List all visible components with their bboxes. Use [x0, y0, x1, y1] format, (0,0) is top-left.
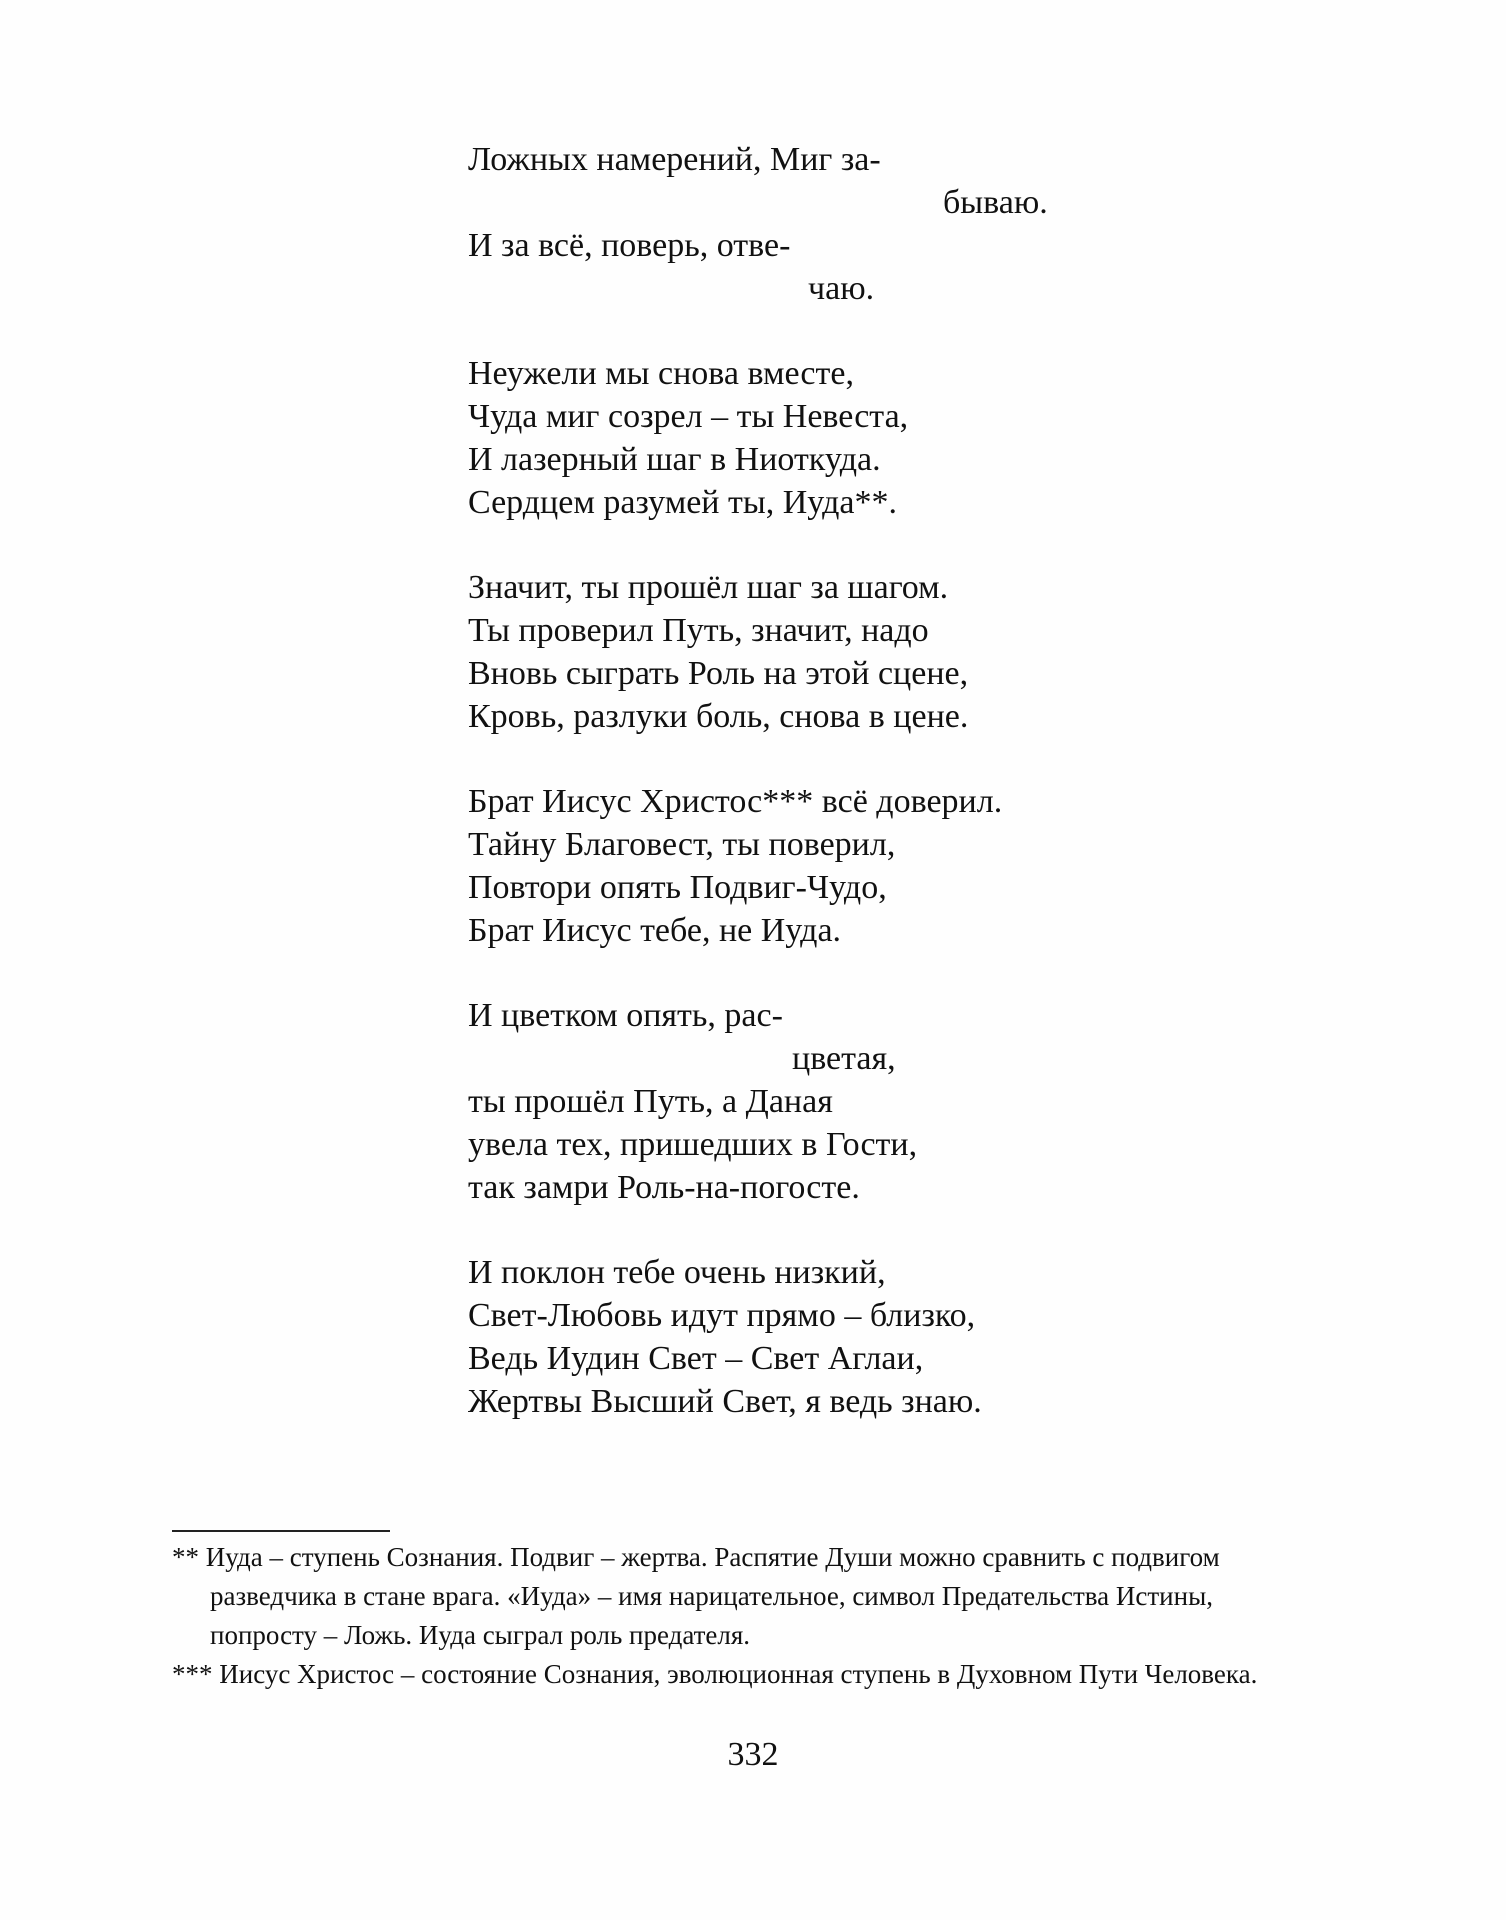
stanza-break: [468, 310, 1168, 352]
page-number: 332: [727, 1736, 779, 1773]
poem-line: Повтори опять Подвиг-Чудо,: [468, 869, 887, 906]
poem-line: Вновь сыграть Роль на этой сцене,: [468, 655, 969, 692]
footnote-line: попросту – Ложь. Иуда сыграл роль предателя.: [210, 1620, 751, 1650]
footnotes: [172, 1538, 1462, 1694]
poem-line: ты прошёл Путь, а Даная: [468, 1083, 833, 1120]
poem-line: Ведь Иудин Свет – Свет Аглаи,: [468, 1340, 924, 1377]
stanza-break: [468, 1209, 1168, 1251]
poem-line: Брат Иисус тебе, не Иуда.: [468, 912, 842, 949]
footnote-line: *** Иисус Христос – состояние Сознания, эволюционная ступень в Духовном Пути Человека.: [172, 1659, 1258, 1689]
poem-line: Брат Иисус Христос*** всё доверил.: [468, 783, 1003, 820]
poem-line: так замри Роль-на-погосте.: [468, 1169, 860, 1206]
poem: [468, 138, 1168, 1423]
poem-line: Свет-Любовь идут прямо – близко,: [468, 1297, 976, 1334]
poem-line: И цветком опять, рас-: [468, 997, 783, 1034]
stanza-break: [468, 524, 1168, 566]
poem-line: Жертвы Высший Свет, я ведь знаю.: [468, 1383, 982, 1420]
poem-line: цветая,: [792, 1040, 896, 1077]
poem-line: Неужели мы снова вместе,: [468, 355, 854, 392]
poem-line: И лазерный шаг в Ниоткуда.: [468, 441, 881, 478]
poem-line: И за всё, поверь, отве-: [468, 227, 791, 264]
footnote-line: разведчика в стане врага. «Иуда» – имя нарицательное, символ Предательства Истины,: [210, 1581, 1213, 1611]
poem-line: Ложных намерений, Миг за-: [468, 141, 881, 178]
poem-line: Ты проверил Путь, значит, надо: [468, 612, 929, 649]
poem-line: Значит, ты прошёл шаг за шагом.: [468, 569, 949, 606]
stanza-break: [468, 738, 1168, 780]
footnote-separator: [172, 1530, 390, 1532]
stanza-break: [468, 952, 1168, 994]
poem-line: бываю.: [943, 184, 1048, 221]
poem-line: И поклон тебе очень низкий,: [468, 1254, 886, 1291]
poem-line: увела тех, пришедших в Гости,: [468, 1126, 918, 1163]
poem-line: чаю.: [808, 270, 875, 307]
poem-line: Тайну Благовест, ты поверил,: [468, 826, 896, 863]
footnote-line: ** Иуда – ступень Сознания. Подвиг – жертва. Распятие Души можно сравнить с подвигом: [172, 1542, 1220, 1572]
poem-line: Кровь, разлуки боль, снова в цене.: [468, 698, 969, 735]
poem-line: Чуда миг созрел – ты Невеста,: [468, 398, 909, 435]
poem-line: Сердцем разумей ты, Иуда**.: [468, 484, 898, 521]
